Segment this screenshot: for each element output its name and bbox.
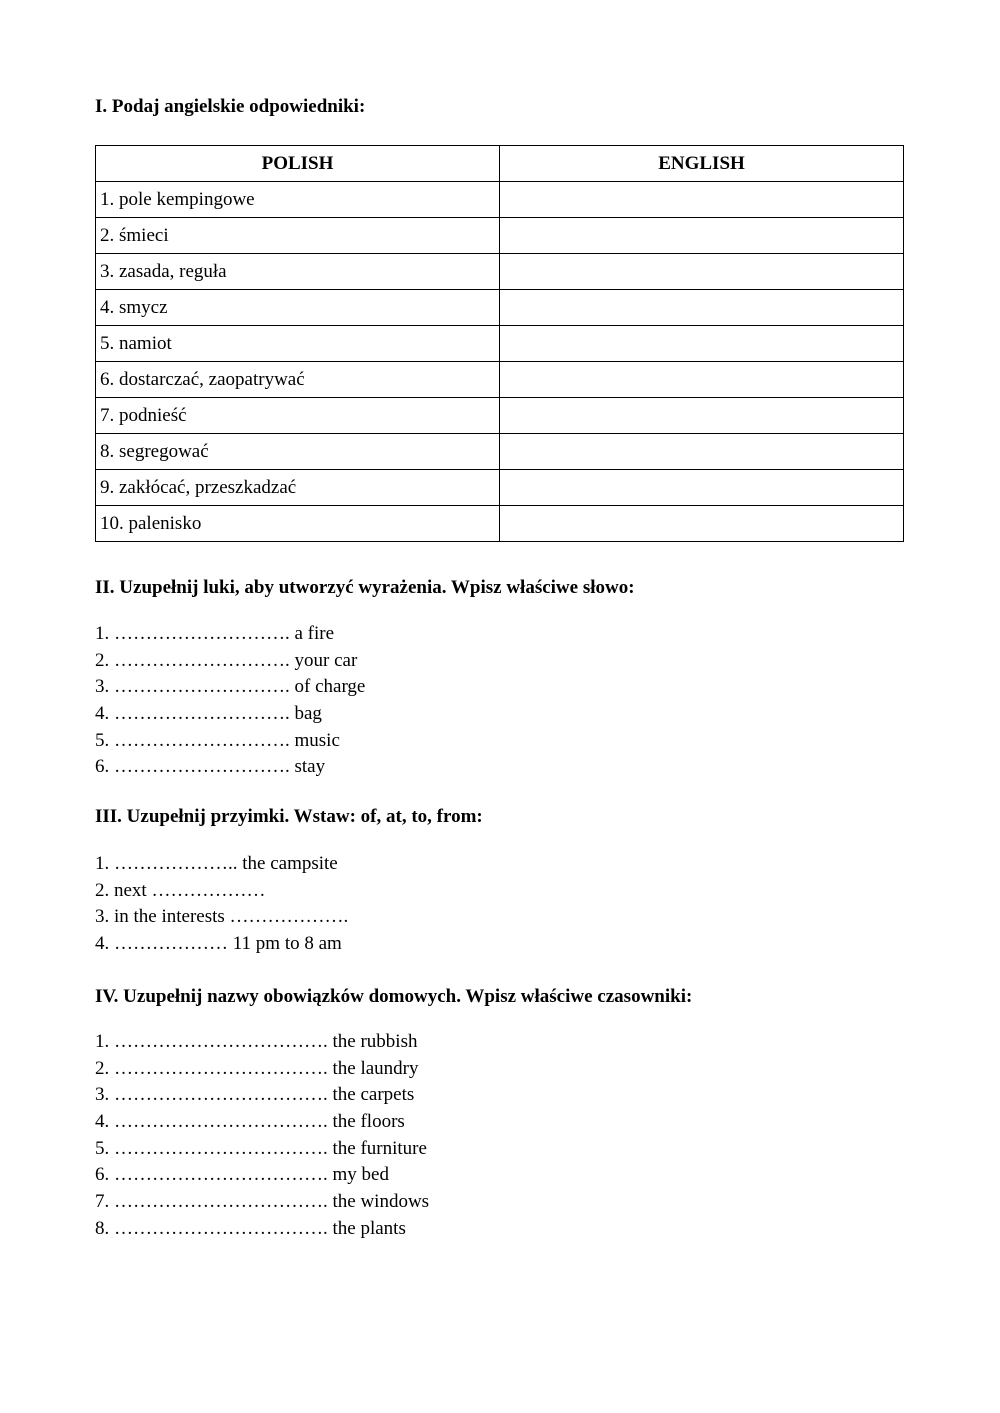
polish-word-cell: 4. smycz xyxy=(96,290,500,326)
table-row xyxy=(96,470,904,506)
english-answer-cell[interactable] xyxy=(500,290,904,326)
english-answer-cell[interactable] xyxy=(500,506,904,542)
section-1-heading: I. Podaj angielskie odpowiedniki: xyxy=(95,96,366,117)
list-item: 4. ……………………………. the floors xyxy=(95,1111,405,1133)
section-3-list xyxy=(95,851,348,958)
polish-word-cell: 9. zakłócać, przeszkadzać xyxy=(96,470,500,506)
section-4-heading: IV. Uzupełnij nazwy obowiązków domowych. Wpisz właściwe czasowniki: xyxy=(95,986,693,1007)
list-item: 1. ……………….. the campsite xyxy=(95,853,338,874)
section-4-list xyxy=(95,1029,429,1243)
polish-word-cell: 5. namiot xyxy=(96,326,500,362)
english-answer-cell[interactable] xyxy=(500,434,904,470)
polish-word-cell: 3. zasada, reguła xyxy=(96,254,500,290)
list-item: 1. ……………………………. the rubbish xyxy=(95,1031,418,1052)
table-row xyxy=(96,434,904,470)
english-answer-cell[interactable] xyxy=(500,182,904,218)
english-answer-cell[interactable] xyxy=(500,218,904,254)
list-item: 3. ………………………. of charge xyxy=(95,676,366,698)
list-item: 2. next ……………… xyxy=(95,879,266,901)
polish-word-cell: 7. podnieść xyxy=(96,398,500,434)
list-item: 2. ………………………. your car xyxy=(95,649,358,671)
english-answer-cell[interactable] xyxy=(500,398,904,434)
table-row xyxy=(96,326,904,362)
english-answer-cell[interactable] xyxy=(500,254,904,290)
list-item: 4. ………………………. bag xyxy=(95,703,322,725)
section-2-list xyxy=(95,621,365,781)
list-item: 8. ……………………………. the plants xyxy=(95,1217,406,1239)
table-row xyxy=(96,506,904,542)
list-item: 3. ……………………………. the carpets xyxy=(95,1084,415,1106)
table-row xyxy=(96,398,904,434)
list-item: 6. ………………………. stay xyxy=(95,756,326,778)
table-row xyxy=(96,182,904,218)
list-item: 7. ……………………………. the windows xyxy=(95,1191,430,1213)
table-row xyxy=(96,290,904,326)
table-row xyxy=(96,218,904,254)
list-item: 4. ……………… 11 pm to 8 am xyxy=(95,933,342,955)
table-row xyxy=(96,254,904,290)
section-3-heading: III. Uzupełnij przyimki. Wstaw: of, at, to, from: xyxy=(95,806,483,827)
table-row xyxy=(96,362,904,398)
vocabulary-table xyxy=(95,145,904,542)
english-answer-cell[interactable] xyxy=(500,470,904,506)
list-item: 5. ………………………. music xyxy=(95,729,340,751)
list-item: 5. ……………………………. the furniture xyxy=(95,1137,427,1159)
column-header-english: ENGLISH xyxy=(500,146,904,182)
list-item: 1. ………………………. a fire xyxy=(95,623,335,644)
list-item: 3. in the interests ………………. xyxy=(95,906,349,928)
polish-word-cell: 10. palenisko xyxy=(96,506,500,542)
list-item: 6. ……………………………. my bed xyxy=(95,1164,389,1186)
polish-word-cell: 1. pole kempingowe xyxy=(96,182,500,218)
english-answer-cell[interactable] xyxy=(500,326,904,362)
list-item: 2. ……………………………. the laundry xyxy=(95,1057,419,1079)
polish-word-cell: 2. śmieci xyxy=(96,218,500,254)
polish-word-cell: 6. dostarczać, zaopatrywać xyxy=(96,362,500,398)
table-header-row xyxy=(96,146,904,182)
column-header-polish: POLISH xyxy=(96,146,500,182)
english-answer-cell[interactable] xyxy=(500,362,904,398)
polish-word-cell: 8. segregować xyxy=(96,434,500,470)
section-2-heading: II. Uzupełnij luki, aby utworzyć wyrażenia. Wpisz właściwe słowo: xyxy=(95,577,635,598)
